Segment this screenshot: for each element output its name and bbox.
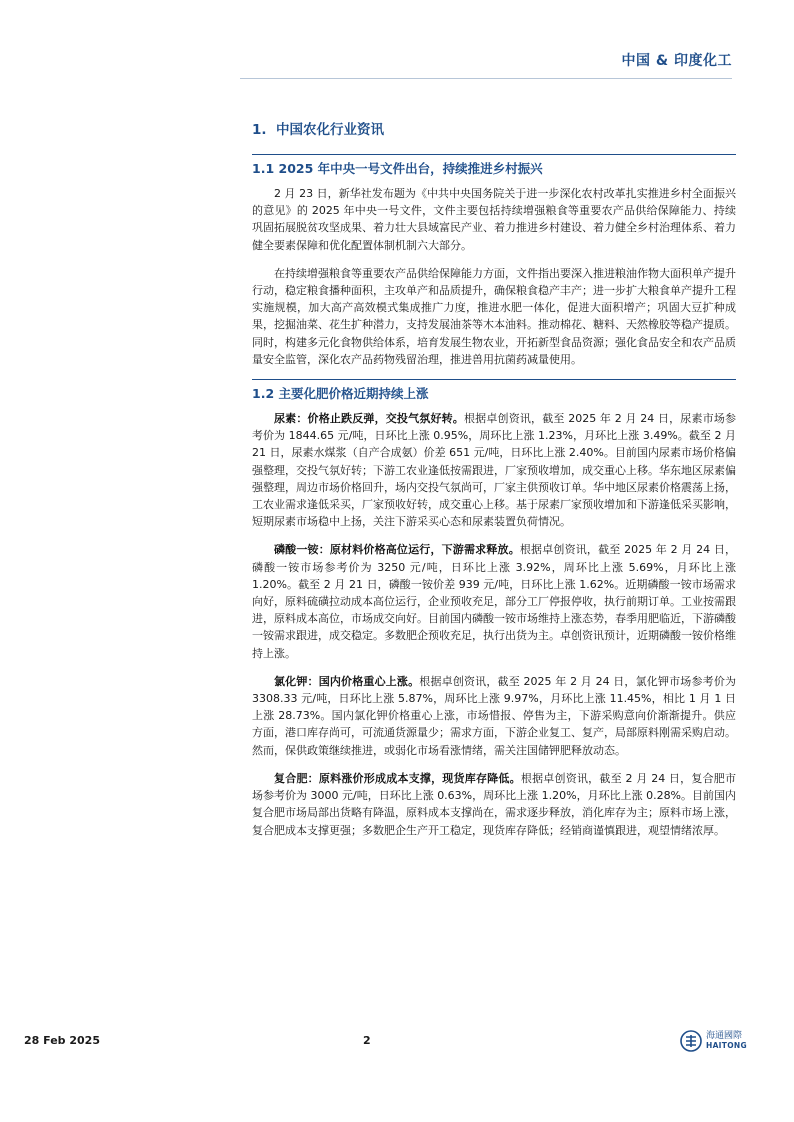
urea-body: 根据卓创资讯，截至 2025 年 2 月 24 日，尿素市场参考价为 1844.65 元/吨，日环比上涨 0.95%，周环比上涨 1.23%，月环比上涨 3.49%。截至 2 月 21 日，尿素水煤浆（自产合成氨）价差 651 元/吨，日环比上涨 2.40%。目前国内尿素市场价格偏强整理，交投气氛好转；下游工农业逢低按需跟进，厂家预收增加，成交重心上移。华东地区尿素偏强整理，周边市场价格回升，场内交投气氛尚可，厂家主供预收订单。华中地区尿素价格震荡上扬，工农业需求逢低采买，厂家预收好转，成交重心上移。基于尿素厂家预收增加和下游逢低采买影响，短期尿素市场稳中上扬，关注下游采买心态和尿素装置负荷情况。: [252, 412, 737, 529]
paragraph-map: [252, 541, 736, 661]
map-lead: 磷酸一铵：原材料价格高位运行，下游需求释放。: [274, 543, 520, 557]
logo-cn-text: 海通國際: [706, 1031, 743, 1041]
report-header-title: 中国 & 印度化工: [621, 53, 732, 69]
potash-body: 根据卓创资讯，截至 2025 年 2 月 24 日，氯化钾市场参考价为 3308.33 元/吨，日环比上涨 5.87%，周环比上涨 9.97%，月环比上涨 11.45%，相比 1 月 1 日上涨 28.73%。国内氯化钾价格重心上涨，市场惜报、停售为主，下游采购意向价渐渐提升。供应方面，港口库存尚可，可流通货源量少；需求方面，下游企业复工、复产，局部原料刚需采购启动。然而，保供政策继续推进，或弱化市场看涨情绪，需关注国储钾肥释放动态。: [252, 674, 737, 757]
page-number: 2: [363, 1034, 371, 1047]
urea-lead: 尿素：价格止跌反弹，交投气氛好转。: [274, 412, 464, 426]
logo-wordmark: [706, 1031, 747, 1051]
haitong-logo-icon: [680, 1030, 702, 1052]
logo-en-text: HAITONG: [706, 1041, 747, 1050]
map-body: 根据卓创资讯，截至 2025 年 2 月 24 日，磷酸一铵市场参考价为 3250 元/吨，日环比上涨 3.92%，周环比上涨 5.69%，月环比上涨 1.20%。截至 2 月 21 日，磷酸一铵价差 939 元/吨，日环比上涨 1.62%。近期磷酸一铵市场需求向好，原料硫磺拉动成本高位运行，企业预收充足，部分工厂停报停收，执行前期订单。工业按需跟进，原料成本高位，市场成交向好。目前国内磷酸一铵市场维持上涨态势，春季用肥临近，下游磷酸一铵需求跟进，成交稳定。多数肥企预收充足，执行出货为主。卓创资讯预计，近期磷酸一铵价格维持上涨。: [252, 543, 737, 660]
haitong-logo: [680, 1028, 770, 1054]
paragraph-grain-supply: 在持续增强粮食等重要农产品供给保障能力方面，文件指出要深入推进粮油作物大面积单产提升行动，稳定粮食播种面积，主攻单产和品质提升，确保粮食稳产丰产；进一步扩大粮食单产提升工程实施规模，加大高产高效模式集成推广力度，推进水肥一体化，促进大面积增产；巩固大豆扩种成果，挖掘油菜、花生扩种潜力，支持发展油茶等木本油料。推动棉花、糖料、天然橡胶等稳产提质。同时，构建多元化食物供给体系，培育发展生物农业，开拓新型食品资源；强化食品安全和农产品质量安全监管，深化农产品药物残留治理，推进兽用抗菌药减量使用。: [252, 266, 736, 366]
report-body: [252, 118, 736, 850]
section-heading-1: [252, 118, 736, 140]
paragraph-urea: [252, 410, 736, 530]
paragraph-policy-overview: 2 月 23 日，新华社发布题为《中共中央国务院关于进一步深化农村改革扎实推进乡村全面振兴的意见》的 2025 年中央一号文件，文件主要包括持续增强粮食等重要农产品供给保障能力、持续巩固拓展脱贫攻坚成果、着力壮大县域富民产业、着力推进乡村建设、着力健全乡村治理体系、着力健全要素保障和优化配置体制机制六大部分。: [252, 187, 736, 252]
header-divider: [240, 78, 732, 79]
paragraph-potash: [252, 673, 736, 759]
compound-body: 根据卓创资讯，截至 2 月 24 日，复合肥市场参考价为 3000 元/吨，日环比上涨 0.63%，周环比上涨 1.20%，月环比上涨 0.28%。目前国内复合肥市场局部出货略有降温，原料成本支撑尚在，需求逐步释放，消化库存为主；原料市场上涨，复合肥成本支撑更强；多数肥企生产开工稳定，现货库存降低；经销商谨慎跟进，观望情绪浓厚。: [252, 771, 737, 837]
section-number: 1.: [252, 122, 267, 138]
compound-lead: 复合肥：原料涨价形成成本支撑，现货库存降低。: [274, 771, 521, 785]
subsection-heading-1-2: 1.2 主要化肥价格近期持续上涨: [252, 379, 736, 410]
section-title: 中国农化行业资讯: [276, 122, 384, 138]
subsection-heading-1-1: 1.1 2025 年中央一号文件出台，持续推进乡村振兴: [252, 154, 736, 185]
paragraph-compound-fertilizer: [252, 770, 736, 839]
footer-date: 28 Feb 2025: [24, 1034, 100, 1047]
potash-lead: 氯化钾：国内价格重心上涨。: [274, 674, 420, 688]
